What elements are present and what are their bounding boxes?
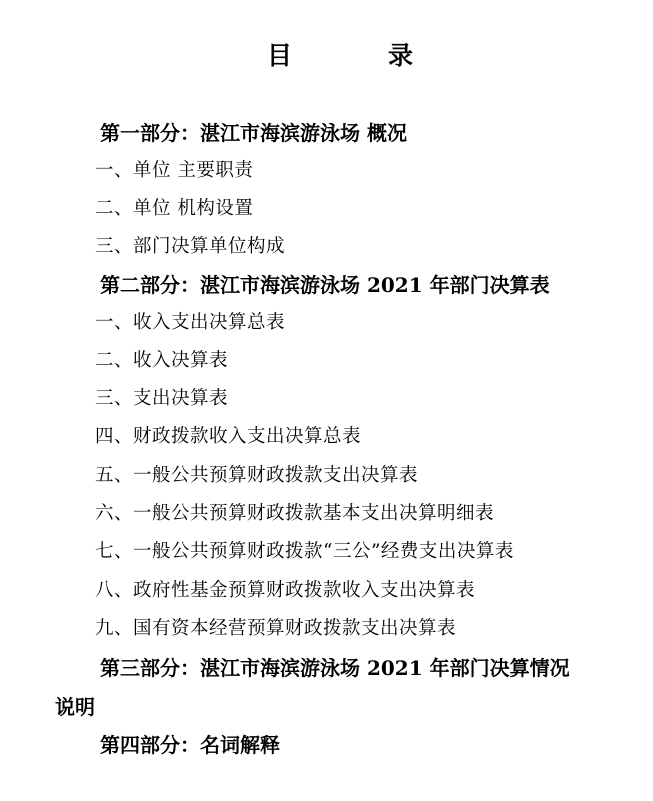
toc-item[interactable]: 六、一般公共预算财政拨款基本支出决算明细表 bbox=[95, 503, 495, 524]
toc-item[interactable]: 九、国有资本经营预算财政拨款支出决算表 bbox=[95, 618, 457, 639]
toc-item[interactable]: 二、收入决算表 bbox=[95, 350, 229, 371]
toc-item[interactable]: 五、一般公共预算财政拨款支出决算表 bbox=[95, 465, 419, 486]
toc-item[interactable]: 二、单位 机构设置 bbox=[95, 198, 254, 219]
toc-part-1[interactable]: 第一部分：湛江市海滨游泳场 概况 bbox=[100, 121, 407, 145]
toc-item[interactable]: 一、单位 主要职责 bbox=[95, 160, 254, 181]
toc-item[interactable]: 一、收入支出决算总表 bbox=[95, 312, 286, 333]
toc-part-2[interactable]: 第二部分：湛江市海滨游泳场 2021 年部门决算表 bbox=[100, 273, 550, 297]
toc-item[interactable]: 三、部门决算单位构成 bbox=[95, 236, 286, 257]
toc-item[interactable]: 三、支出决算表 bbox=[95, 388, 229, 409]
toc-title-right: 录 bbox=[388, 41, 414, 70]
toc-item[interactable]: 八、政府性基金预算财政拨款收入支出决算表 bbox=[95, 580, 476, 601]
toc-item[interactable]: 七、一般公共预算财政拨款“三公”经费支出决算表 bbox=[95, 541, 514, 562]
toc-part-4[interactable]: 第四部分：名词解释 bbox=[100, 733, 280, 757]
toc-item[interactable]: 四、财政拨款收入支出决算总表 bbox=[95, 426, 362, 447]
toc-part-3[interactable]: 第三部分：湛江市海滨游泳场 2021 年部门决算情况 bbox=[100, 656, 570, 680]
toc-title-left: 目 bbox=[267, 41, 293, 70]
toc-part-3-continued[interactable]: 说明 bbox=[55, 695, 95, 719]
